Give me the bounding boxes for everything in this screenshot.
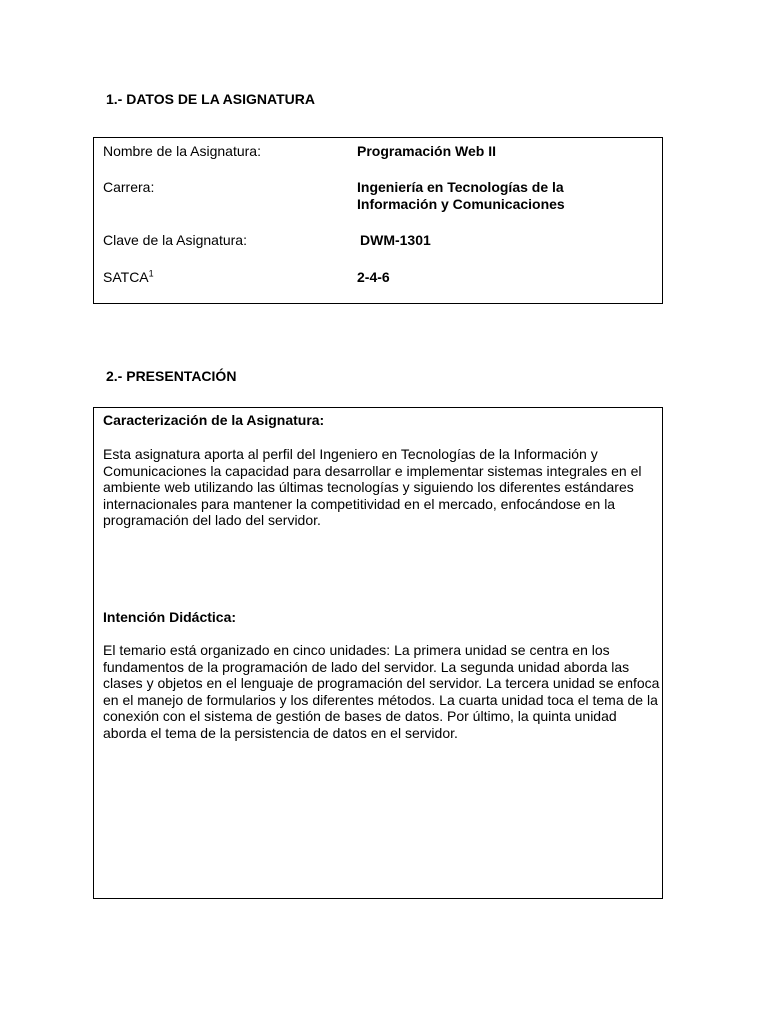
paragraph-line: en el manejo de formularios y los diferentes métodos. La cuarta unidad toca el tema de la: [103, 691, 658, 708]
label-clave-asignatura: Clave de la Asignatura:: [103, 232, 247, 248]
label-satca: [103, 269, 154, 286]
caracterizacion-paragraph: [103, 446, 653, 529]
satca-text: SATCA: [103, 269, 149, 285]
paragraph-line: internacionales para mantener la competitividad en el mercado, enfocándose en la: [103, 495, 616, 512]
value-carrera: [357, 179, 647, 213]
section-heading-datos: 1.- DATOS DE LA ASIGNATURA: [106, 91, 315, 107]
value-nombre-asignatura: [357, 143, 647, 160]
paragraph-line: Esta asignatura aporta al perfil del Ingeniero en Tecnologías de la Información y: [103, 446, 598, 462]
presentacion-box: [93, 407, 663, 899]
value-clave-asignatura: [360, 232, 650, 249]
paragraph-line: programación del lado del servidor.: [103, 512, 321, 528]
label-nombre-asignatura: Nombre de la Asignatura:: [103, 143, 261, 159]
intencion-title: Intención Didáctica:: [103, 609, 237, 625]
value-line: Información y Comunicaciones: [357, 196, 565, 212]
datos-asignatura-table: [93, 137, 663, 304]
label-carrera: Carrera:: [103, 179, 155, 195]
value-line: DWM-1301: [360, 232, 431, 248]
paragraph-line: aborda el tema de la persistencia de datos en el servidor.: [103, 724, 458, 741]
value-line: 2-4-6: [357, 269, 390, 285]
paragraph-line: El temario está organizado en cinco unidades: La primera unidad se centra en los: [103, 642, 610, 658]
paragraph-line: fundamentos de la programación de lado del servidor. La segunda unidad aborda las: [103, 658, 630, 675]
caracterizacion-title: Caracterización de la Asignatura:: [103, 412, 325, 428]
footnote-marker: 1: [148, 268, 154, 279]
paragraph-line: ambiente web utilizando las últimas tecnologías y siguiendo los diferentes estándares: [103, 479, 634, 495]
value-satca: [357, 269, 647, 286]
section-heading-presentacion: 2.- PRESENTACIÓN: [106, 368, 237, 384]
intencion-paragraph: [103, 642, 660, 741]
paragraph-line: conexión con el sistema de gestión de bases de datos. Por último, la quinta unidad: [103, 708, 617, 724]
paragraph-line: clases y objetos en el lenguaje de programación del servidor. La tercera unidad se enfoca: [103, 675, 660, 691]
value-line: Programación Web II: [357, 143, 496, 159]
paragraph-line: Comunicaciones la capacidad para desarrollar e implementar sistemas integrales en el: [103, 462, 642, 479]
value-line: Ingeniería en Tecnologías de la: [357, 179, 564, 195]
